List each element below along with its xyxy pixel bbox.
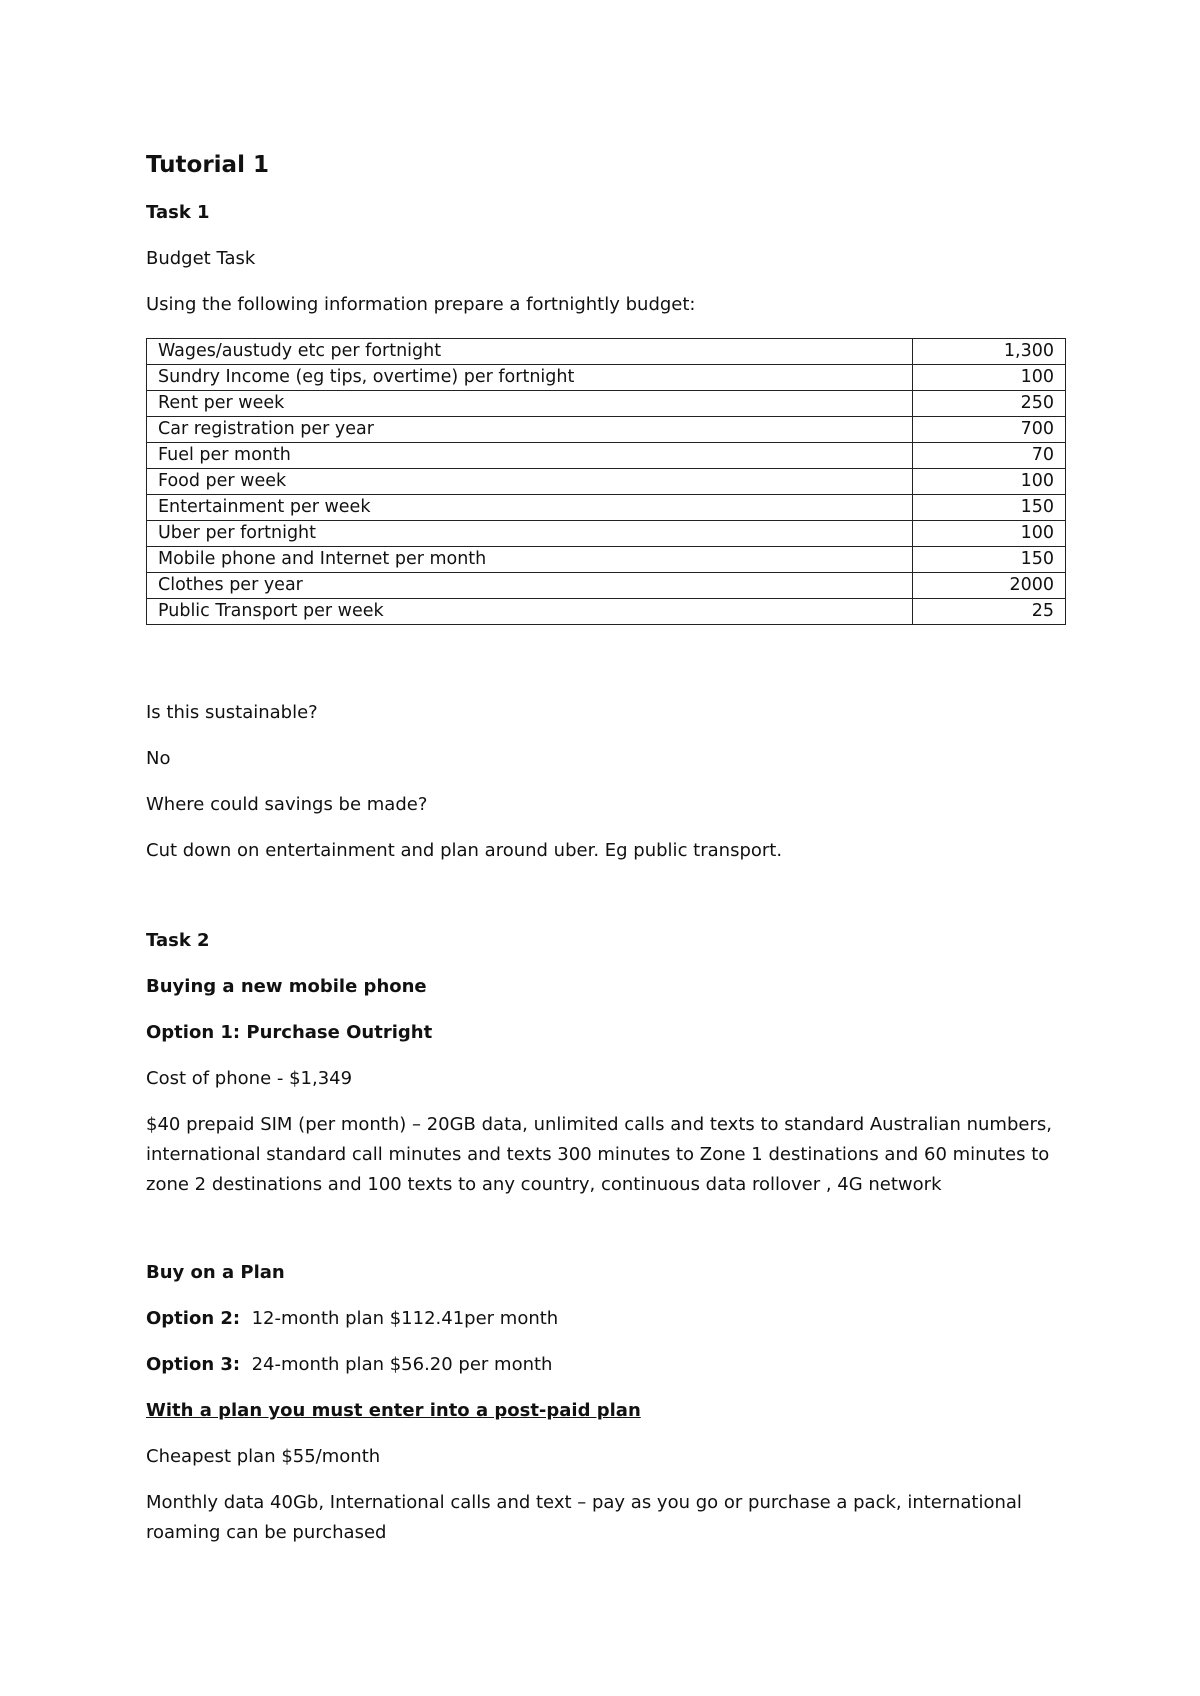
task2-subheading: Buying a new mobile phone: [146, 976, 427, 997]
option2-label: Option 2:: [146, 1308, 241, 1329]
budget-row: [147, 599, 1066, 625]
budget-item-value: 70: [913, 443, 1066, 469]
task1-subheading: Budget Task: [146, 248, 256, 269]
task2-heading: Task 2: [146, 930, 210, 951]
option3-line: [146, 1350, 552, 1380]
budget-row: [147, 521, 1066, 547]
budget-item-value: 150: [913, 495, 1066, 521]
monthly-description: Monthly data 40Gb, International calls and text – pay as you go or purchase a pack, international roaming can be purchased: [146, 1492, 1022, 1543]
option1-heading: Option 1: Purchase Outright: [146, 1022, 433, 1043]
budget-item-label: Car registration per year: [147, 417, 913, 443]
budget-item-value: 1,300: [913, 339, 1066, 365]
budget-item-label: Clothes per year: [147, 573, 913, 599]
budget-item-value: 150: [913, 547, 1066, 573]
budget-item-value: 2000: [913, 573, 1066, 599]
budget-item-label: Wages/austudy etc per fortnight: [147, 339, 913, 365]
budget-item-label: Uber per fortnight: [147, 521, 913, 547]
answer-savings: Cut down on entertainment and plan around uber. Eg public transport.: [146, 840, 783, 861]
option2-text: 12-month plan $112.41per month: [251, 1308, 559, 1329]
budget-row: [147, 339, 1066, 365]
option3-text: 24-month plan $56.20 per month: [251, 1354, 553, 1375]
budget-item-label: Rent per week: [147, 391, 913, 417]
sim-description: $40 prepaid SIM (per month) – 20GB data, unlimited calls and texts to standard Australian numbers, international standard call minutes and texts 300 minutes to Zone 1 destinations and 60 minutes to zone 2 destinations and 100 texts to any country, continuous data rollover , 4G network: [146, 1114, 1052, 1195]
postpaid-heading: With a plan you must enter into a post-paid plan: [146, 1400, 641, 1421]
page-title: Tutorial 1: [146, 152, 269, 178]
cheapest-plan: Cheapest plan $55/month: [146, 1446, 381, 1467]
budget-row: [147, 495, 1066, 521]
budget-item-label: Sundry Income (eg tips, overtime) per fortnight: [147, 365, 913, 391]
option2-line: [146, 1304, 558, 1334]
budget-row: [147, 391, 1066, 417]
task1-intro: Using the following information prepare a fortnightly budget:: [146, 294, 696, 315]
phone-cost: Cost of phone - $1,349: [146, 1068, 353, 1089]
budget-table: [146, 338, 1066, 625]
budget-item-label: Fuel per month: [147, 443, 913, 469]
plan-heading: Buy on a Plan: [146, 1262, 285, 1283]
budget-item-label: Public Transport per week: [147, 599, 913, 625]
answer-sustainable: No: [146, 748, 171, 769]
budget-item-value: 100: [913, 365, 1066, 391]
budget-item-label: Food per week: [147, 469, 913, 495]
budget-item-value: 700: [913, 417, 1066, 443]
budget-item-value: 100: [913, 469, 1066, 495]
budget-row: [147, 573, 1066, 599]
question-sustainable: Is this sustainable?: [146, 702, 318, 723]
budget-row: [147, 443, 1066, 469]
budget-row: [147, 417, 1066, 443]
budget-item-value: 100: [913, 521, 1066, 547]
budget-item-value: 250: [913, 391, 1066, 417]
budget-row: [147, 365, 1066, 391]
budget-item-label: Entertainment per week: [147, 495, 913, 521]
budget-row: [147, 469, 1066, 495]
budget-row: [147, 547, 1066, 573]
budget-item-label: Mobile phone and Internet per month: [147, 547, 913, 573]
option3-label: Option 3:: [146, 1354, 241, 1375]
budget-item-value: 25: [913, 599, 1066, 625]
task1-heading: Task 1: [146, 202, 210, 223]
question-savings: Where could savings be made?: [146, 794, 428, 815]
